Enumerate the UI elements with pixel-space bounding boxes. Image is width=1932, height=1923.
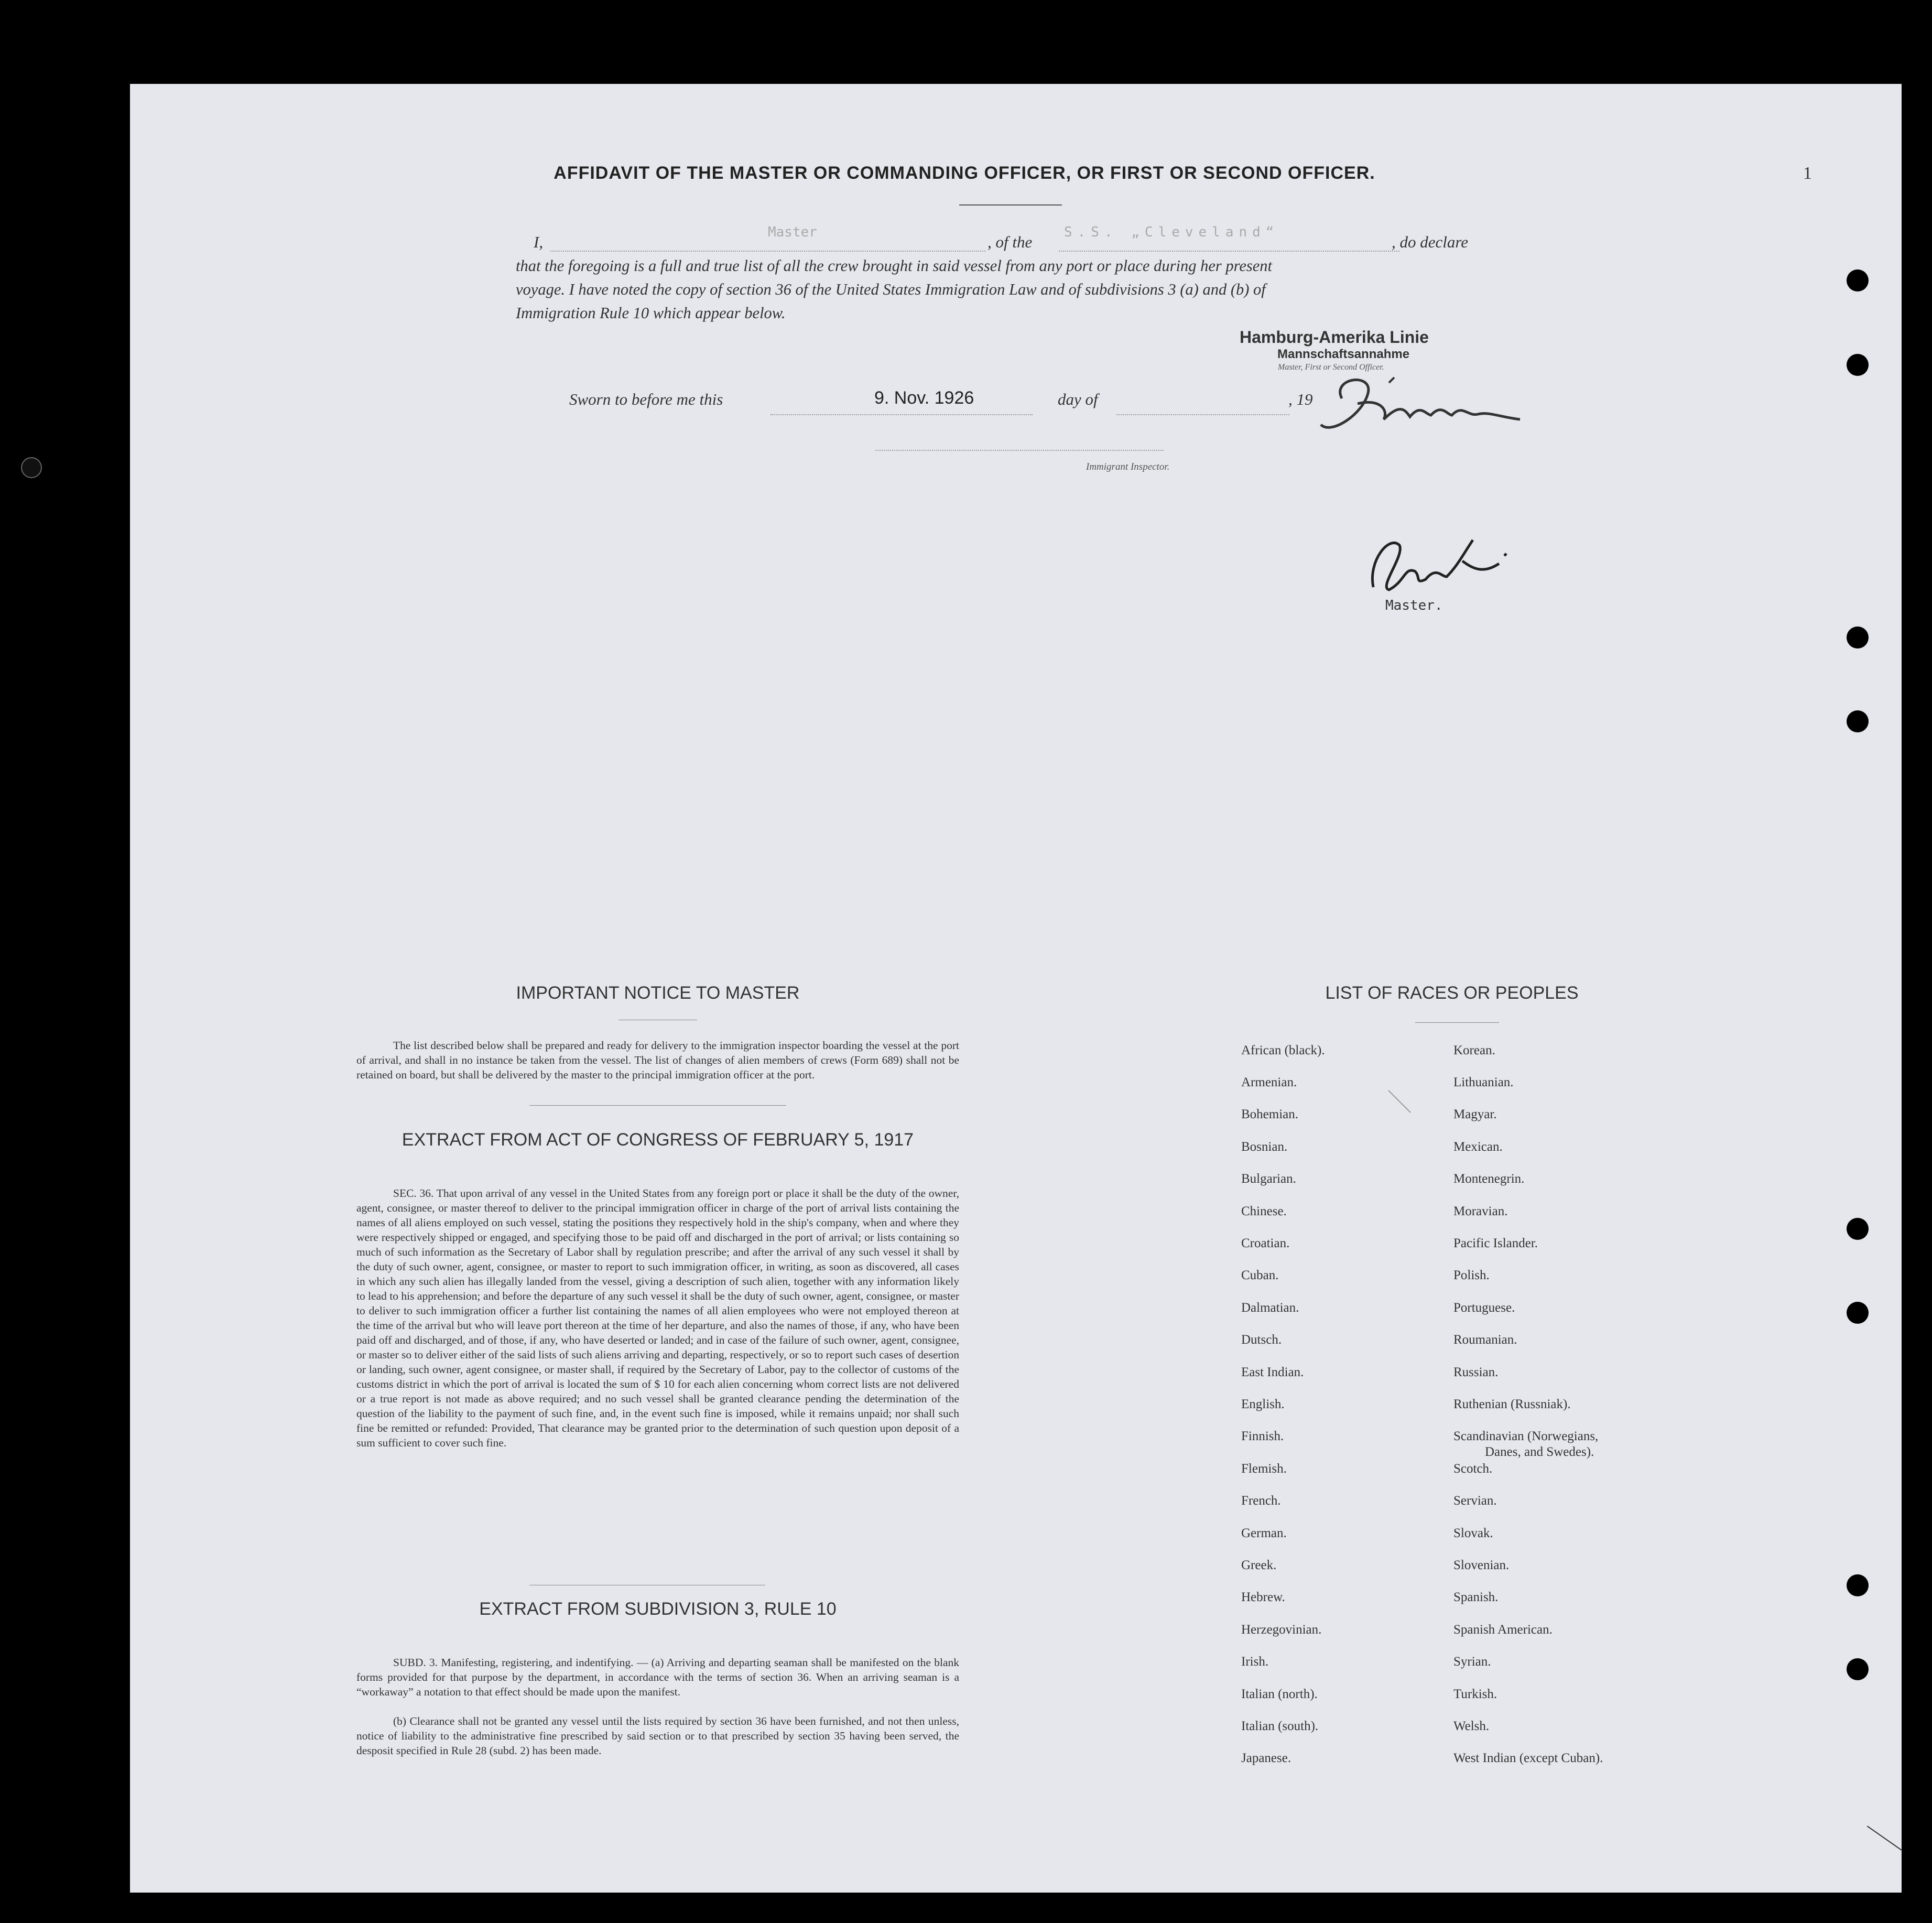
race-item: Korean. [1453, 1043, 1495, 1057]
punch-hole [1847, 1302, 1869, 1324]
race-item: Dutsch. [1241, 1333, 1282, 1347]
race-item: Hebrew. [1241, 1590, 1285, 1604]
notice-heading: IMPORTANT NOTICE TO MASTER [516, 983, 800, 1003]
race-item: Slovenian. [1453, 1558, 1510, 1572]
race-item: German. [1241, 1526, 1287, 1540]
race-item: Roumanian. [1453, 1333, 1517, 1347]
declaration-line-2: that the foregoing is a full and true list of all the crew brought in said vessel from any port or place during her present [516, 257, 1273, 275]
race-item: Bohemian. [1241, 1107, 1299, 1121]
punch-hole [1847, 1574, 1869, 1596]
race-item: Portuguese. [1453, 1301, 1515, 1315]
corner-mark: 1 [1803, 164, 1812, 183]
edge-hole [21, 457, 42, 478]
race-item: Flemish. [1241, 1462, 1287, 1476]
race-item: Slovak. [1453, 1526, 1493, 1540]
officer-caption: Master, First or Second Officer. [1278, 363, 1384, 372]
inspector-line [875, 450, 1164, 451]
race-item: Cuban. [1241, 1268, 1279, 1282]
master-fill: Master [768, 224, 817, 240]
month-blank [1116, 414, 1289, 415]
act-heading: EXTRACT FROM ACT OF CONGRESS OF FEBRUARY 5, 1917 [401, 1130, 914, 1150]
name-blank [550, 251, 985, 252]
title-divider [959, 204, 1062, 206]
race-item: Italian (north). [1241, 1687, 1318, 1701]
races-divider [1415, 1022, 1499, 1023]
race-item: Scandinavian (Norwegians, [1453, 1429, 1599, 1443]
declaration-intro [534, 233, 543, 252]
race-item: Greek. [1241, 1558, 1277, 1572]
punch-hole [1847, 710, 1869, 732]
race-item: Lithuanian. [1453, 1075, 1514, 1089]
notice-bottom-divider [529, 1105, 786, 1106]
race-item: Italian (south). [1241, 1719, 1319, 1733]
race-item: Welsh. [1453, 1719, 1490, 1733]
race-item: Spanish. [1453, 1590, 1499, 1604]
declaration-line-4: Immigration Rule 10 which appear below. [516, 304, 786, 322]
race-item: Polish. [1453, 1268, 1490, 1282]
sworn-label: Sworn to before me this [569, 390, 723, 408]
of-the-label: , of the [987, 233, 1033, 251]
rule-heading: EXTRACT FROM SUBDIVISION 3, RULE 10 [479, 1599, 837, 1619]
do-declare-label: , do declare [1392, 233, 1469, 251]
race-item: Servian. [1453, 1494, 1497, 1508]
race-item: Bosnian. [1241, 1140, 1288, 1154]
race-item: Magyar. [1453, 1107, 1497, 1121]
race-item: English. [1241, 1397, 1285, 1411]
race-item: Russian. [1453, 1365, 1499, 1379]
race-item: Finnish. [1241, 1429, 1284, 1443]
punch-hole [1847, 269, 1869, 291]
race-item: Turkish. [1453, 1687, 1497, 1701]
race-item: East Indian. [1241, 1365, 1304, 1379]
punch-hole [1847, 626, 1869, 649]
race-item: Pacific Islander. [1453, 1236, 1538, 1250]
race-item: African (black). [1241, 1043, 1325, 1057]
race-item: Spanish American. [1453, 1623, 1553, 1637]
notice-text: The list described below shall be prepared and ready for delivery to the immigration inspector boarding the vessel at the port of arrival, and shall in no instance be taken from the vessel. The list of changes of alien members of crews (Form 689) shall not be retained on board, but shall be delivered by the master to the principal immigration officer at the port. [356, 1039, 959, 1081]
vessel-fill: S.S. „Cleveland“ [1064, 224, 1279, 240]
master-caption: Master. [1385, 598, 1443, 613]
sworn-date-stamp: 9. Nov. 1926 [874, 388, 974, 408]
race-item: Montenegrin. [1453, 1172, 1525, 1186]
race-item: French. [1241, 1494, 1281, 1508]
vessel-blank [1059, 251, 1399, 252]
rule-text-b: (b) Clearance shall not be granted any vessel until the lists required by section 36 have been furnished, and not then unless, notice of liability to the administrative fine prescribed by said section or to that prescribed by section 35 having been served, the desposit specified in Rule 28 (subd. 2) has been made. [356, 1715, 959, 1757]
punch-hole [1847, 1658, 1869, 1680]
declaration-line-3: voyage. I have noted the copy of section 36 of the United States Immigration Law and of subdivisions 3 (a) and (b) of [516, 280, 1266, 298]
race-item: Ruthenian (Russniak). [1453, 1397, 1571, 1411]
races-heading: LIST OF RACES OR PEOPLES [1325, 983, 1579, 1003]
officer-signature [1310, 367, 1531, 440]
master-signature [1358, 524, 1515, 598]
inspector-caption: Immigrant Inspector. [1086, 461, 1170, 472]
sworn-day-blank [770, 414, 1033, 415]
year-label: , 19 [1288, 390, 1313, 408]
race-item: Bulgarian. [1241, 1172, 1296, 1186]
punch-hole [1847, 354, 1869, 376]
race-item: Danes, and Swedes). [1485, 1445, 1594, 1459]
race-item: Mexican. [1453, 1140, 1503, 1154]
race-item: Herzegovinian. [1241, 1623, 1322, 1637]
day-of-label: day of [1058, 390, 1098, 408]
race-item: Syrian. [1453, 1655, 1491, 1669]
race-item: Armenian. [1241, 1075, 1297, 1089]
stamp-line-1: Hamburg-Amerika Linie [1240, 328, 1429, 347]
race-item: West Indian (except Cuban). [1453, 1751, 1603, 1765]
race-item: Chinese. [1241, 1204, 1287, 1218]
rule-text-a: SUBD. 3. Manifesting, registering, and indentifying. — (a) Arriving and departing seaman shall be manifested on the blank forms provided for that purpose by the department, in accordance with the terms of section 36. When an arriving seaman is a “workaway” a notation to that effect should be made upon the manifest. [356, 1656, 959, 1698]
punch-hole [1847, 1218, 1869, 1240]
affidavit-title: AFFIDAVIT OF THE MASTER OR COMMANDING OFFICER, OR FIRST OR SECOND OFFICER. [553, 163, 1375, 183]
i-label: I, [534, 233, 544, 251]
race-item: Moravian. [1453, 1204, 1508, 1218]
race-item: Japanese. [1241, 1751, 1291, 1765]
act-text: SEC. 36. That upon arrival of any vessel in the United States from any foreign port or place it shall be the duty of the owner, agent, consignee, or master thereof to deliver to the principal immigration officer in charge of the port of arrival lists containing the names of all aliens employed on such vessel, stating the positions they respectively hold in the ship's company, when and where they were respectively shipped or engaged, and specifying those to be paid off and discharged in the port of arrival; or lists containing so much of such information as the Secretary of Labor shall by regulation prescribe; and after the arrival of any such vessel it shall by the duty of such owner, agent, consignee, or master to report to such immigration officer, in writing, as soon as discovered, all cases in which any such alien has illegally landed from the vessel, giving a description of such alien, together with any information likely to lead to his apprehension; and before the departure of any such vessel it shall be the duty of such owner, agent, consignee, or master to deliver to such immigration officer a further list containing the names of all alien employees who were not employed thereon at the time of the arrival but who will leave port thereon at the time of her departure, and also the names of those, if any, who have been paid off and discharged, and of those, if any, who have deserted or landed; and in case of the failure of such owner, agent, consignee, or master so to deliver either of the said lists of such aliens arriving and departing, respectively, or so to report such cases of desertion or landing, such owner, agent consignee, or master shall, if required by the Secretary of Labor, pay to the collector of customs of the customs district in which the port of arrival is located the sum of $ 10 for each alien concerning whom correct lists are not delivered or a true report is not made as above required; and no such vessel shall be granted clearance pending the determination of the question of the liability to the payment of such fine, and, in the event such fine is imposed, while it remains unpaid; nor shall such fine be remitted or refunded: Provided, That clearance may be granted prior to the determination of such question upon deposit of a sum sufficient to cover such fine. [356, 1187, 959, 1449]
race-item: Scotch. [1453, 1462, 1493, 1476]
stamp-line-2: Mannschaftsannahme [1277, 347, 1410, 361]
company-stamp [1240, 328, 1429, 362]
race-item: Croatian. [1241, 1236, 1290, 1250]
race-item: Irish. [1241, 1655, 1269, 1669]
race-item: Dalmatian. [1241, 1301, 1299, 1315]
